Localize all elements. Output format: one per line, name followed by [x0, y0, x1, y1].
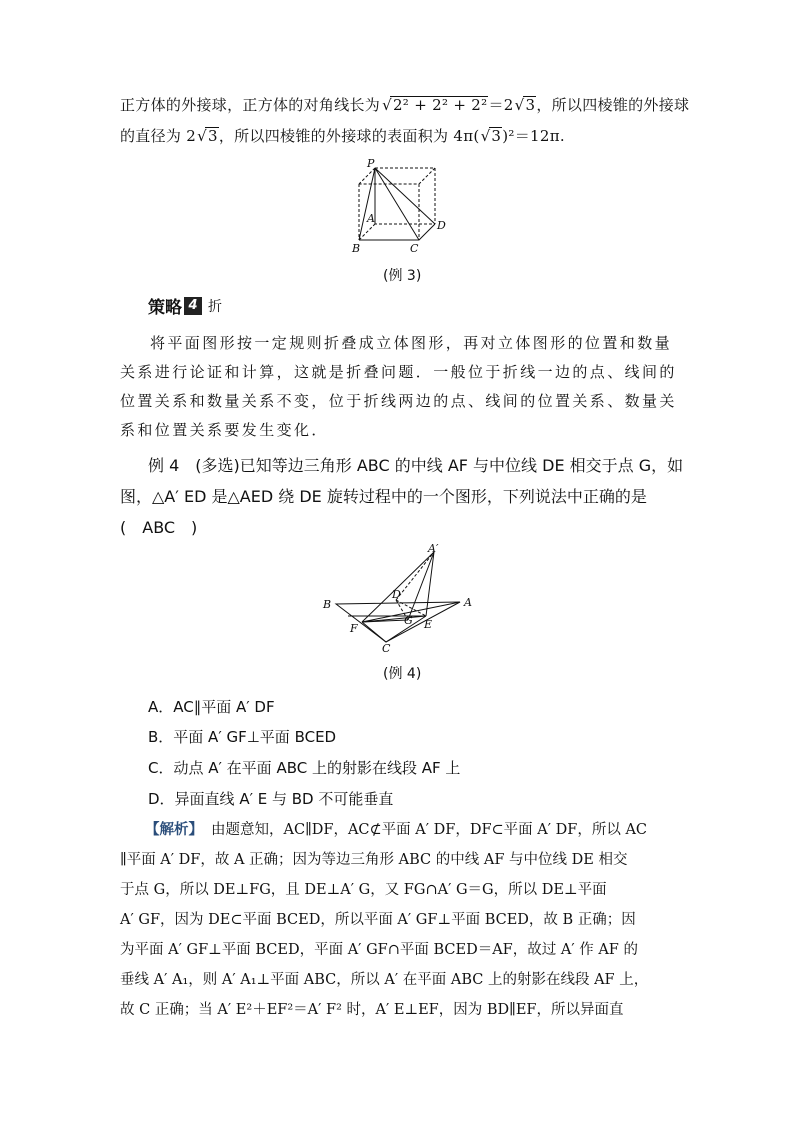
solution-line-7: 故 C 正确；当 A′ E²＋EF²＝A′ F² 时，A′ E⊥EF，因为 BD∥EF，所以异面直 — [120, 1002, 624, 1018]
solution-line-2: ∥平面 A′ DF，故 A 正确；因为等边三角形 ABC 的中线 AF 与中位线 DE 相交 — [120, 852, 628, 868]
radical: √ 3 — [523, 96, 537, 113]
label-P: P — [367, 157, 375, 170]
option-a: A．AC∥平面 A′ DF — [148, 698, 275, 716]
solution-line-1 — [145, 816, 685, 846]
solution-line-5: 为平面 A′ GF⊥平面 BCED，平面 A′ GF∩平面 BCED＝AF，故过 A′ 作 AF 的 — [120, 942, 638, 958]
label-F: F — [350, 622, 358, 635]
strategy-name: 折 — [208, 298, 222, 315]
strategy-title: 策略 — [148, 298, 182, 318]
solution-line-4: A′ GF，因为 DE⊂平面 BCED，所以平面 A′ GF⊥平面 BCED，故 B 正确；因 — [120, 912, 636, 928]
label-E: E — [424, 618, 433, 631]
intro-line-2 — [120, 124, 680, 148]
option-d: D．异面直线 A′ E 与 BD 不可能垂直 — [148, 790, 394, 808]
label-A: A — [464, 596, 472, 609]
intro-text: ＝2 — [488, 96, 514, 114]
label-B: B — [323, 598, 332, 611]
solution-tag: 【解析】 — [145, 822, 203, 838]
example-4-answer: ( ABC ) — [120, 518, 198, 537]
label-B: B — [352, 242, 361, 255]
solution-line-6: 垂线 A′ A₁，则 A′ A₁⊥平面 ABC，所以 A′ 在平面 ABC 上的射影在线段 AF 上， — [120, 972, 649, 988]
figure-3-caption: (例 3) — [383, 268, 422, 284]
intro-text: ，所以四棱锥的外接球 — [536, 96, 690, 114]
strategy-description: 将平面图形按一定规则折叠成立体图形，再对立体图形的位置和数量关系进行论证和计算，这就是折叠问题．一般位于折线一边的点、线间的位置关系和数量关系不变，位于折线两边的点、线间的位置关系、数量关系和位置关系要发生变化． — [120, 334, 677, 439]
intro-text: 的直径为 2 — [120, 127, 197, 145]
figure-3-pyramid — [345, 156, 455, 256]
label-C: C — [410, 242, 419, 255]
label-G: G — [404, 614, 413, 627]
intro-line-1 — [120, 93, 690, 117]
intro-text: ，所以四棱锥的外接球的表面积为 4π( — [218, 127, 480, 145]
figure-4-caption: (例 4) — [383, 666, 422, 682]
intro-text: )²＝12π. — [502, 127, 565, 145]
radical: √ 3 — [205, 127, 219, 144]
solution-line-3: 于点 G，所以 DE⊥FG，且 DE⊥A′ G，又 FG∩A′ G＝G，所以 DE⊥平面 — [120, 882, 607, 898]
radical: √ 2² + 2² + 2² — [390, 96, 488, 113]
option-c: C．动点 A′ 在平面 ABC 上的射影在线段 AF 上 — [148, 759, 461, 777]
label-C: C — [382, 642, 391, 654]
option-b: B．平面 A′ GF⊥平面 BCED — [148, 728, 337, 746]
example-4-line-1: 例 4 (多选)已知等边三角形 ABC 的中线 AF 与中位线 DE 相交于点 G，如 — [148, 456, 684, 475]
label-A: A — [367, 212, 375, 225]
radical: √ 3 — [489, 127, 503, 144]
label-D: D — [392, 588, 401, 601]
solution-text: 由题意知，AC∥DF，AC⊄平面 A′ DF，DF⊂平面 A′ DF，所以 AC — [211, 822, 648, 838]
label-A-prime: A′ — [428, 542, 439, 555]
example-4-line-2: 图，△A′ ED 是△AED 绕 DE 旋转过程中的一个图形，下列说法中正确的是 — [120, 487, 647, 506]
intro-text: 正方体的外接球，正方体的对角线长为 — [120, 96, 381, 114]
label-D: D — [437, 219, 446, 232]
strategy-heading — [148, 293, 222, 318]
strategy-number-badge: 4 — [184, 297, 202, 315]
figure-4-folded-triangle — [318, 542, 478, 654]
